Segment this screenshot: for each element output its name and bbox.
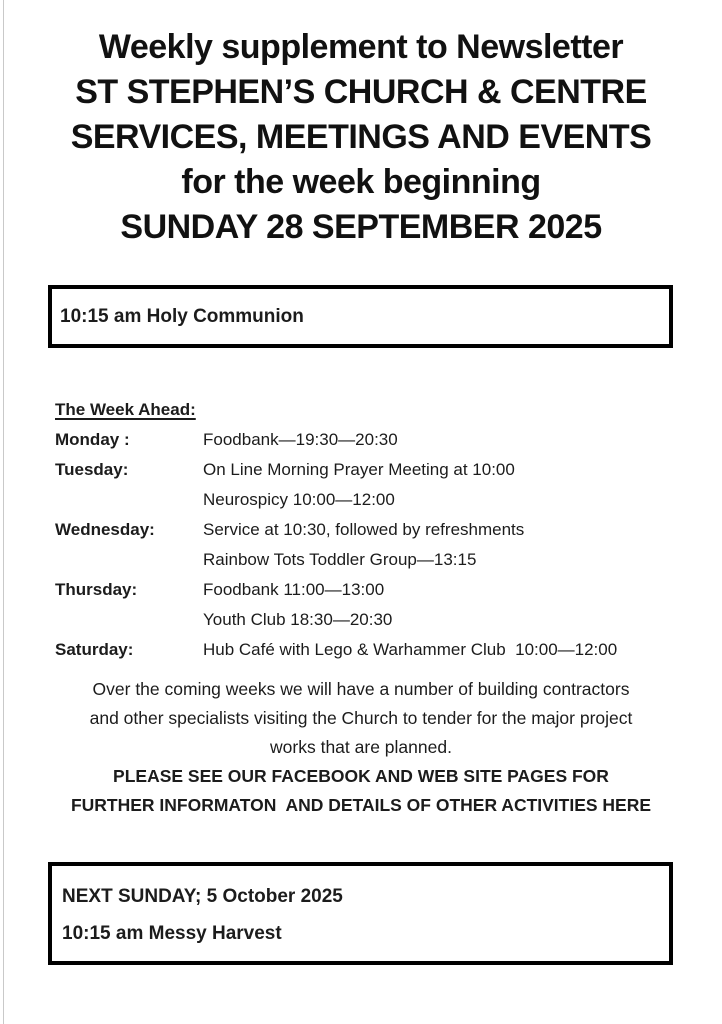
week-ahead-section: [55, 395, 682, 665]
event-text: On Line Morning Prayer Meeting at 10:00: [203, 460, 515, 479]
event-text: Hub Café with Lego & Warhammer Club 10:00—12:00: [203, 640, 618, 659]
facebook-website-notice-line: FURTHER INFORMATON AND DETAILS OF OTHER ACTIVITIES HERE: [70, 795, 652, 815]
day-label: Saturday:: [55, 640, 134, 659]
next-sunday-date: NEXT SUNDAY; 5 October 2025: [62, 886, 343, 907]
sunday-service-text: 10:15 am Holy Communion: [60, 305, 304, 327]
newsletter-title: [0, 0, 722, 250]
title-line-church-name: ST STEPHEN’S CHURCH & CENTRE: [75, 73, 647, 111]
week-row-thursday-2: [55, 605, 682, 635]
contractors-notice: [0, 675, 722, 820]
week-row-monday: [55, 425, 682, 455]
event-text: Rainbow Tots Toddler Group—13:15: [203, 550, 477, 569]
day-label: [55, 605, 203, 635]
event-text: Foodbank—19:30—20:30: [203, 430, 398, 449]
day-label: Tuesday:: [55, 460, 129, 479]
day-label: [55, 545, 203, 575]
day-label: Thursday:: [55, 580, 138, 599]
title-line-services: SERVICES, MEETINGS AND EVENTS: [70, 118, 652, 156]
week-row-tuesday: [55, 455, 682, 485]
week-row-wednesday: [55, 515, 682, 545]
scan-edge-artifact: [3, 0, 4, 1024]
next-sunday-service: 10:15 am Messy Harvest: [62, 923, 282, 944]
title-line-supplement: Weekly supplement to Newsletter: [98, 28, 624, 66]
next-sunday-box: [48, 862, 673, 965]
notice-line: and other specialists visiting the Church to tender for the major project: [89, 708, 633, 728]
day-label: [55, 485, 203, 515]
week-row-saturday: [55, 635, 682, 665]
title-line-date: SUNDAY 28 SEPTEMBER 2025: [120, 208, 602, 246]
week-ahead-heading: The Week Ahead:: [55, 400, 196, 419]
event-text: Foodbank 11:00—13:00: [203, 580, 385, 599]
week-row-thursday: [55, 575, 682, 605]
day-label: Monday :: [55, 430, 130, 449]
event-text: Service at 10:30, followed by refreshments: [203, 520, 525, 539]
event-text: Neurospicy 10:00—12:00: [203, 490, 395, 509]
title-line-week-beginning: for the week beginning: [181, 163, 541, 201]
sunday-service-box: [48, 285, 673, 348]
notice-line: works that are planned.: [270, 737, 452, 757]
event-text: Youth Club 18:30—20:30: [203, 610, 393, 629]
facebook-website-notice-line: PLEASE SEE OUR FACEBOOK AND WEB SITE PAGES FOR: [113, 766, 609, 786]
day-label: Wednesday:: [55, 520, 155, 539]
week-row-tuesday-2: [55, 485, 682, 515]
week-row-wednesday-2: [55, 545, 682, 575]
notice-line: Over the coming weeks we will have a number of building contractors: [92, 679, 630, 699]
